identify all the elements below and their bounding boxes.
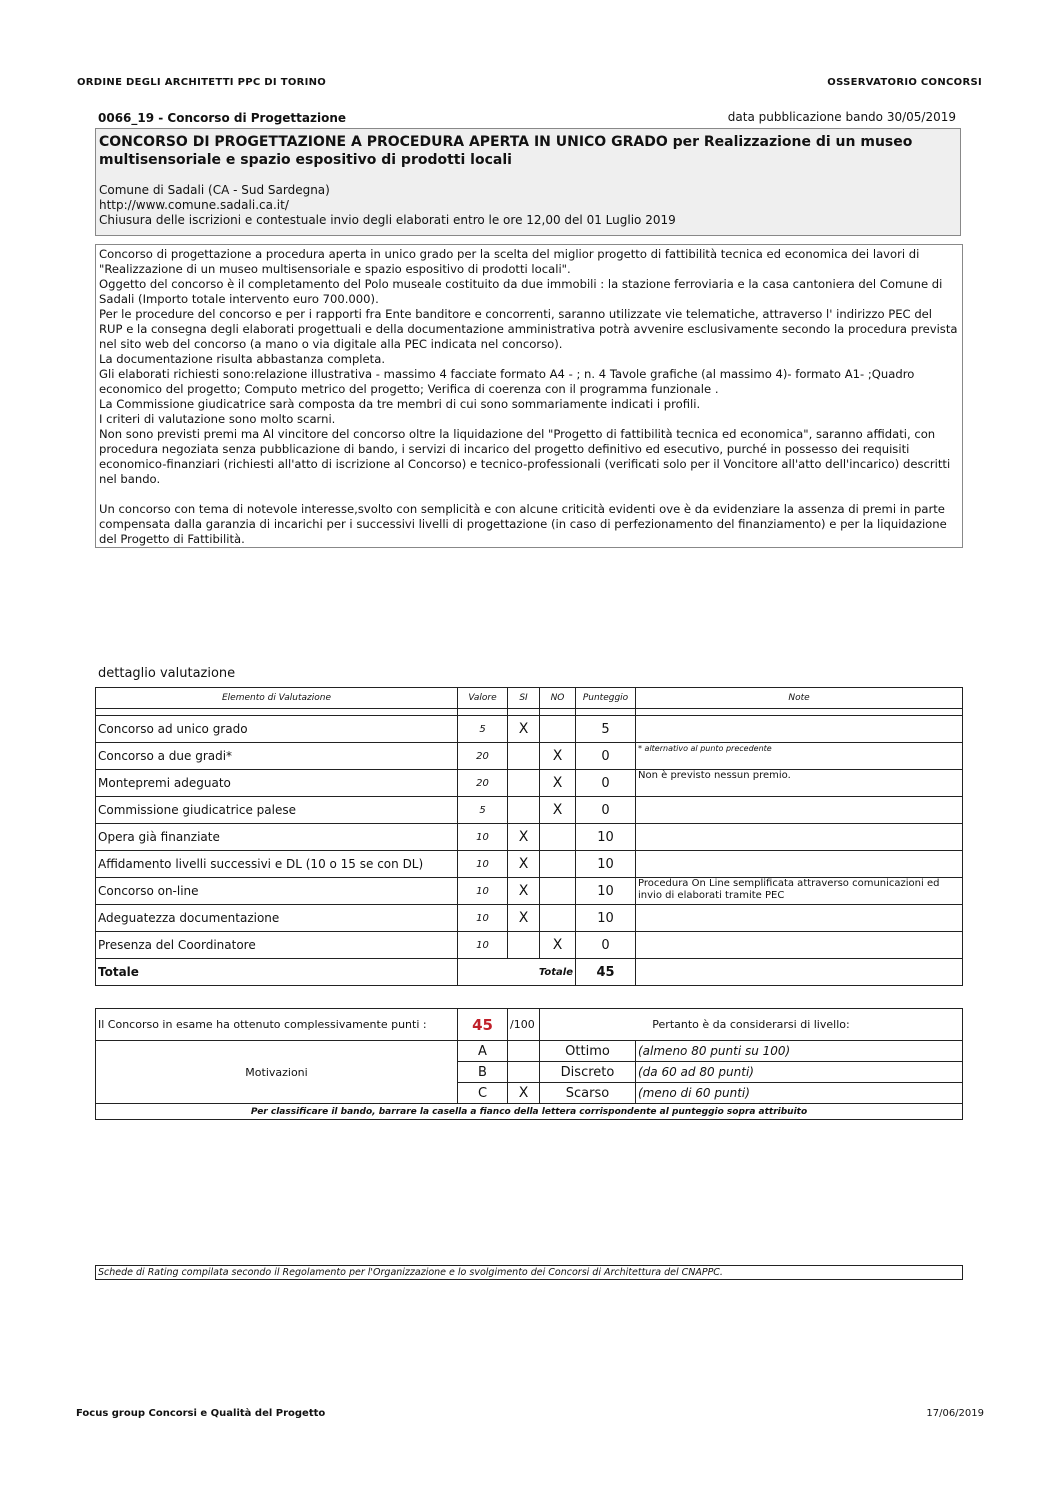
level-range: (da 60 ad 80 punti)	[636, 1062, 963, 1083]
row-label: Opera già finanziate	[96, 824, 458, 851]
row-no	[540, 905, 576, 932]
rating-note: Schede di Rating compilata secondo il Regolamento per l'Organizzazione e lo svolgimento dei Concorsi di Architettura del CNAPPC.	[95, 1265, 963, 1280]
row-punti: 0	[576, 797, 636, 824]
row-no: X	[540, 770, 576, 797]
row-valore: 10	[458, 824, 508, 851]
motivazioni-label: Motivazioni	[96, 1041, 458, 1104]
description-paragraph: Oggetto del concorso è il completamento del Polo museale costituito da due immobili : la stazione ferroviaria e la casa cantoniera del Comune di Sadali (Importo totale intervento euro 700.000).	[99, 277, 943, 306]
level-mark	[508, 1041, 540, 1062]
row-note	[636, 797, 963, 824]
row-note	[636, 824, 963, 851]
description-box	[95, 244, 963, 548]
row-no	[540, 716, 576, 743]
row-valore: 10	[458, 905, 508, 932]
row-label: Concorso a due gradi*	[96, 743, 458, 770]
evaluation-title: dettaglio valutazione	[98, 666, 236, 681]
row-si: X	[508, 716, 540, 743]
final-out-of: /100	[508, 1009, 540, 1041]
header-no: NO	[540, 688, 576, 709]
table-row	[96, 743, 963, 770]
row-label: Commissione giudicatrice palese	[96, 797, 458, 824]
level-name: Scarso	[540, 1083, 636, 1104]
level-range: (meno di 60 punti)	[636, 1083, 963, 1104]
row-no	[540, 878, 576, 905]
row-no	[540, 851, 576, 878]
competition-info	[99, 183, 957, 228]
table-row	[96, 932, 963, 959]
total-value: 45	[576, 959, 636, 986]
publication-date: data pubblicazione bando 30/05/2019	[727, 110, 956, 124]
row-punti: 10	[576, 824, 636, 851]
header-valore: Valore	[458, 688, 508, 709]
info-deadline: Chiusura delle iscrizioni e contestuale invio degli elaborati entro le ore 12,00 del 01 Luglio 2019	[99, 213, 676, 227]
row-note	[636, 905, 963, 932]
info-website[interactable]: http://www.comune.sadali.ca.it/	[99, 198, 289, 212]
header-si: SI	[508, 688, 540, 709]
row-valore: 5	[458, 797, 508, 824]
classification-footnote: Per classificare il bando, barrare la casella a fianco della lettera corrispondente al punteggio sopra attribuito	[96, 1104, 963, 1120]
description-paragraph: La documentazione risulta abbastanza completa.	[99, 352, 385, 366]
header-note: Note	[636, 688, 963, 709]
row-no: X	[540, 743, 576, 770]
footer-date: 17/06/2019	[926, 1408, 984, 1419]
row-si: X	[508, 851, 540, 878]
header-elemento: Elemento di Valutazione	[96, 688, 458, 709]
table-row	[96, 716, 963, 743]
total-label: Totale	[96, 959, 458, 986]
row-valore: 20	[458, 770, 508, 797]
table-row	[96, 878, 963, 905]
final-label: Il Concorso in esame ha ottenuto complessivamente punti :	[96, 1009, 458, 1041]
description-paragraph: Gli elaborati richiesti sono:relazione illustrativa - massimo 4 facciate formato A4 - ; n. 4 Tavole grafiche (al massimo 4)- formato A1- ;Quadro economico del progetto; Computo metrico del progetto; Verifica di coerenza con il programma funzionale .	[99, 367, 915, 396]
description-paragraph: I criteri di valutazione sono molto scarni.	[99, 412, 336, 426]
row-no: X	[540, 797, 576, 824]
total-label-2: Totale	[458, 959, 576, 986]
row-valore: 10	[458, 851, 508, 878]
row-label: Montepremi adeguato	[96, 770, 458, 797]
final-score-table	[95, 1008, 963, 1120]
level-name: Ottimo	[540, 1041, 636, 1062]
level-letter: B	[458, 1062, 508, 1083]
row-punti: 10	[576, 851, 636, 878]
row-label: Affidamento livelli successivi e DL (10 o 15 se con DL)	[96, 851, 458, 878]
row-punti: 0	[576, 932, 636, 959]
competition-code: 0066_19 - Concorso di Progettazione	[98, 111, 347, 125]
level-letter: A	[458, 1041, 508, 1062]
row-no	[540, 824, 576, 851]
final-score: 45	[458, 1009, 508, 1041]
level-name: Discreto	[540, 1062, 636, 1083]
row-note: Procedura On Line semplificata attraverso comunicazioni ed invio di elaborati tramite PEC	[636, 878, 963, 905]
row-punti: 0	[576, 743, 636, 770]
row-valore: 10	[458, 932, 508, 959]
competition-title: CONCORSO DI PROGETTAZIONE A PROCEDURA APERTA IN UNICO GRADO per Realizzazione di un museo multisensoriale e spazio espositivo di prodotti locali	[99, 134, 913, 168]
table-row	[96, 797, 963, 824]
row-punti: 10	[576, 905, 636, 932]
info-municipality: Comune di Sadali (CA - Sud Sardegna)	[99, 183, 330, 197]
conclusion-paragraph: Un concorso con tema di notevole interesse,svolto con semplicità e con alcune criticità evidenti ove è da evidenziare la assenza di premi in parte compensata dalla garanzia di incarichi per i successivi livelli di progettazione (in caso di perfezionamento del finanziamento) e per la liquidazione del Progetto di Fattibilità.	[99, 502, 947, 546]
row-si: X	[508, 824, 540, 851]
row-punti: 10	[576, 878, 636, 905]
header-left: ORDINE DEGLI ARCHITETTI PPC DI TORINO	[77, 77, 327, 88]
table-row	[96, 824, 963, 851]
level-range: (almeno 80 punti su 100)	[636, 1041, 963, 1062]
evaluation-table	[95, 687, 963, 986]
footer-left: Focus group Concorsi e Qualità del Progetto	[76, 1408, 326, 1419]
summary-box	[95, 128, 961, 236]
description-paragraph: Non sono previsti premi ma Al vincitore del concorso oltre la liquidazione del "Progetto di fattibilità tecnica ed economica", saranno affidati, con procedura negoziata senza pubblicazione di bando, i servizi di incarico del progetto definitivo ed esecutivo, purché in possesso dei requisiti economico-finanziari (richiesti all'atto di iscrizione al Concorso) e tecnico-professionali (verificati solo per il Voncitore all'atto dell'incarico) descritti nel bando.	[99, 427, 951, 486]
row-note	[636, 932, 963, 959]
row-no: X	[540, 932, 576, 959]
level-letter: C	[458, 1083, 508, 1104]
row-label: Concorso on-line	[96, 878, 458, 905]
total-row	[96, 959, 963, 986]
row-si: X	[508, 878, 540, 905]
level-mark: X	[508, 1083, 540, 1104]
row-si	[508, 932, 540, 959]
table-row	[96, 905, 963, 932]
row-punti: 5	[576, 716, 636, 743]
final-pertanto: Pertanto è da considerarsi di livello:	[540, 1009, 963, 1041]
description-paragraph: Per le procedure del concorso e per i rapporti fra Ente banditore e concorrenti, saranno utilizzate vie telematiche, attraverso l' indirizzo PEC del RUP e la consegna degli elaborati progettuali e della documentazione amministrativa potrà avvenire esclusivamente secondo la procedura prevista nel sito web del concorso (a mano o via digitale alla PEC indicata nel concorso).	[99, 307, 958, 351]
description-paragraph: La Commissione giudicatrice sarà composta da tre membri di cui sono sommariamente indicati i profili.	[99, 397, 701, 411]
row-si	[508, 770, 540, 797]
row-note	[636, 851, 963, 878]
row-si: X	[508, 905, 540, 932]
description-paragraph: Concorso di progettazione a procedura aperta in unico grado per la scelta del miglior progetto di fattibilità tecnica ed economica dei lavori di "Realizzazione di un museo multisensoriale e spazio espositivo di prodotti locali".	[99, 247, 920, 276]
row-valore: 20	[458, 743, 508, 770]
header-right: OSSERVATORIO CONCORSI	[827, 77, 982, 88]
row-valore: 5	[458, 716, 508, 743]
row-label: Presenza del Coordinatore	[96, 932, 458, 959]
row-si	[508, 797, 540, 824]
level-mark	[508, 1062, 540, 1083]
header-punteggio: Punteggio	[576, 688, 636, 709]
row-si	[508, 743, 540, 770]
row-label: Adeguatezza documentazione	[96, 905, 458, 932]
row-label: Concorso ad unico grado	[96, 716, 458, 743]
row-note	[636, 716, 963, 743]
row-punti: 0	[576, 770, 636, 797]
row-valore: 10	[458, 878, 508, 905]
row-note: Non è previsto nessun premio.	[636, 770, 963, 797]
table-row	[96, 770, 963, 797]
row-note: * alternativo al punto precedente	[636, 743, 963, 770]
table-row	[96, 851, 963, 878]
